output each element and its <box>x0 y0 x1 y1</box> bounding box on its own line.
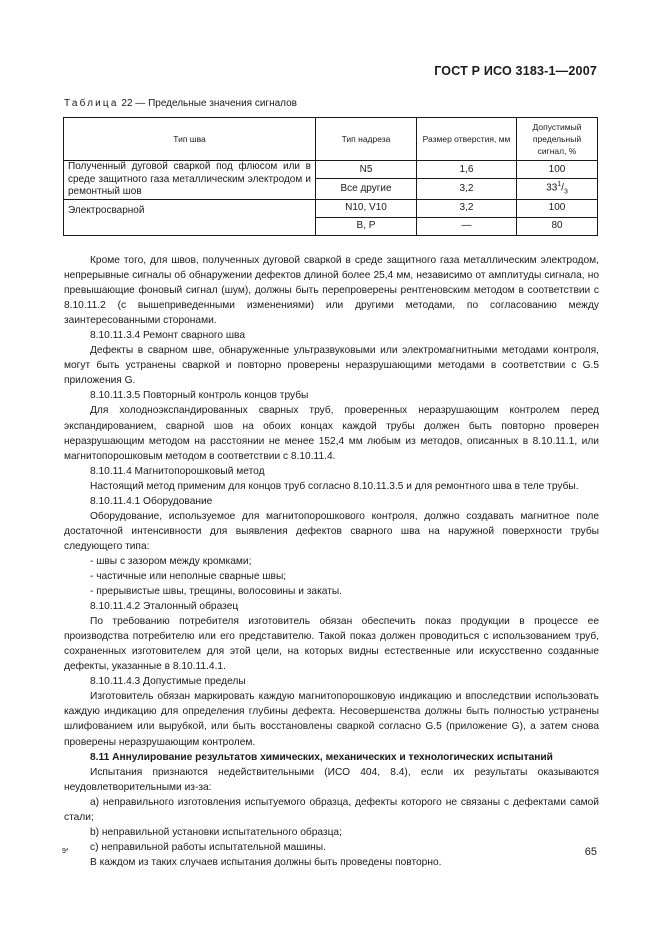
table-row <box>64 161 598 179</box>
column-header: Тип шва <box>64 118 316 161</box>
table-cell-notch: Все другие <box>316 179 417 199</box>
subsection-heading: 8.10.11.3.5 Повторный контроль концов трубы <box>90 390 309 402</box>
table-caption <box>64 98 297 109</box>
table-header-row <box>64 118 598 161</box>
table-cell-notch: N10, V10 <box>316 199 417 217</box>
signal-numerator: 1 <box>557 181 562 189</box>
section-heading: 8.11 Аннулирование результатов химических, механических и технологических испытаний <box>90 751 553 763</box>
table-cell-signal: 100 <box>517 161 598 179</box>
weld-type-text: Полученный дуговой сваркой под флюсом или в среде защитного газа металлическим электродом и ремонтный шов <box>68 161 311 197</box>
paragraph: Дефекты в сварном шве, обнаруженные ультразвуковыми или электромагнитными методами контроля, могут быть устранены сваркой и повторно проверены неразрушающими методами в соответствии с G.5 приложения G. <box>64 345 599 387</box>
table-cell-size: 3,2 <box>417 179 517 199</box>
table-cell-weld-type <box>64 199 316 235</box>
list-item: b) неправильной установки испытательного образца; <box>90 826 342 838</box>
list-item: - прерывистые швы, трещины, волосовины и закаты. <box>90 586 343 598</box>
subsection-heading: 8.10.11.4.2 Эталонный образец <box>90 601 239 613</box>
signature-mark: 9* <box>62 848 69 855</box>
paragraph: Изготовитель обязан маркировать каждую магнитопорошковую индикацию и впоследствии использовать каждую индикацию для определения глубины дефекта. Несовершенства должны быть полностью устранены шлифованием или вырубкой, или быть восстановлены сваркой согласно G.5 (приложение G), а затем снова проверены неразрушающим контролем. <box>64 691 599 748</box>
paragraph: Для холодноэкспандированных сварных труб, проверенных неразрушающим контролем перед экспандированием, сварной шов на обоих концах каждой трубы должен быть повторно проверен неразрушающим методом на расстоянии не менее 152,4 мм любым из методов, описанных в 8.10.11.1, или магнитопорошковым методом в соответствии с 8.10.11.4. <box>64 405 599 462</box>
paragraph: Оборудование, используемое для магнитопорошкового контроля, должно создавать магнитное поле достаточной интенсивности для выявления дефектов сварного шва на наружной поверхности трубы следующего типа: <box>64 510 599 552</box>
table-caption-word: Таблица <box>64 98 119 109</box>
paragraph: В каждом из таких случаев испытания должны быть проведены повторно. <box>90 856 442 868</box>
signal-limits-table <box>63 117 598 236</box>
table-caption-title: 22 — Предельные значения сигналов <box>121 98 297 109</box>
list-item: а) неправильного изготовления испытуемого образца, дефекты которого не связаны с дефектами самой стали; <box>64 796 599 823</box>
paragraph: Испытания признаются недействительными (ИСО 404, 8.4), если их результаты оказываются неудовлетворительными из-за: <box>64 766 599 793</box>
list-item: с) неправильной работы испытательной машины. <box>90 841 326 853</box>
body-text <box>64 253 599 870</box>
signal-denominator: 3 <box>563 188 568 196</box>
subsection-heading: 8.10.11.4 Магнитопорошковый метод <box>90 465 265 477</box>
signal-whole: 33 <box>546 182 558 194</box>
table-cell-notch: B, P <box>316 217 417 235</box>
list-item: - швы с зазором между кромками; <box>90 555 252 567</box>
table-cell-size: — <box>417 217 517 235</box>
table-cell-notch: N5 <box>316 161 417 179</box>
column-header: Тип надреза <box>316 118 417 161</box>
document-header: ГОСТ Р ИСО 3183-1—2007 <box>434 64 597 78</box>
paragraph: Настоящий метод применим для концов труб согласно 8.10.11.3.5 и для ремонтного шва в теле трубы. <box>90 480 579 492</box>
paragraph: По требованию потребителя изготовитель обязан обеспечить показ продукции в процессе ее производства потребителю или его представителю. Такой показ должен проводиться с использованием труб, сохраненных изготовителем для этой цели, на которых видны естественные или искусственно созданные дефекты, указанные в 8.10.11.4.1. <box>64 616 599 673</box>
table-cell-signal: 100 <box>517 199 598 217</box>
table-cell-size: 1,6 <box>417 161 517 179</box>
column-header: Допустимый предельный сигнал, % <box>517 118 598 161</box>
subsection-heading: 8.10.11.4.3 Допустимые пределы <box>90 676 246 688</box>
table-cell-size: 3,2 <box>417 199 517 217</box>
subsection-heading: 8.10.11.3.4 Ремонт сварного шва <box>90 330 245 342</box>
page-number: 65 <box>584 846 597 858</box>
table-cell-signal: 80 <box>517 217 598 235</box>
column-header: Размер отверстия, мм <box>417 118 517 161</box>
table-row <box>64 199 598 217</box>
table-cell-weld-type <box>64 161 316 200</box>
weld-type-text: Электросварной <box>68 204 145 216</box>
subsection-heading: 8.10.11.4.1 Оборудование <box>90 495 213 507</box>
paragraph: Кроме того, для швов, полученных дуговой сваркой в среде защитного газа металлическим электродом, непрерывные сигналы об обнаружении дефектов длиной более 25,4 мм, независимо от амплитуды сигнала, но превышающие фоновый сигнал (шум), должны быть перепроверены рентгеновским методом в соответствии с 8.10.11.2 (с вышеприведенными изменениями) или другими методами, по согласованию между заинтересованными сторонами. <box>64 255 599 327</box>
table-cell-signal: $33^1/_3$ <box>517 179 598 199</box>
list-item: - частичные или неполные сварные швы; <box>90 570 287 582</box>
